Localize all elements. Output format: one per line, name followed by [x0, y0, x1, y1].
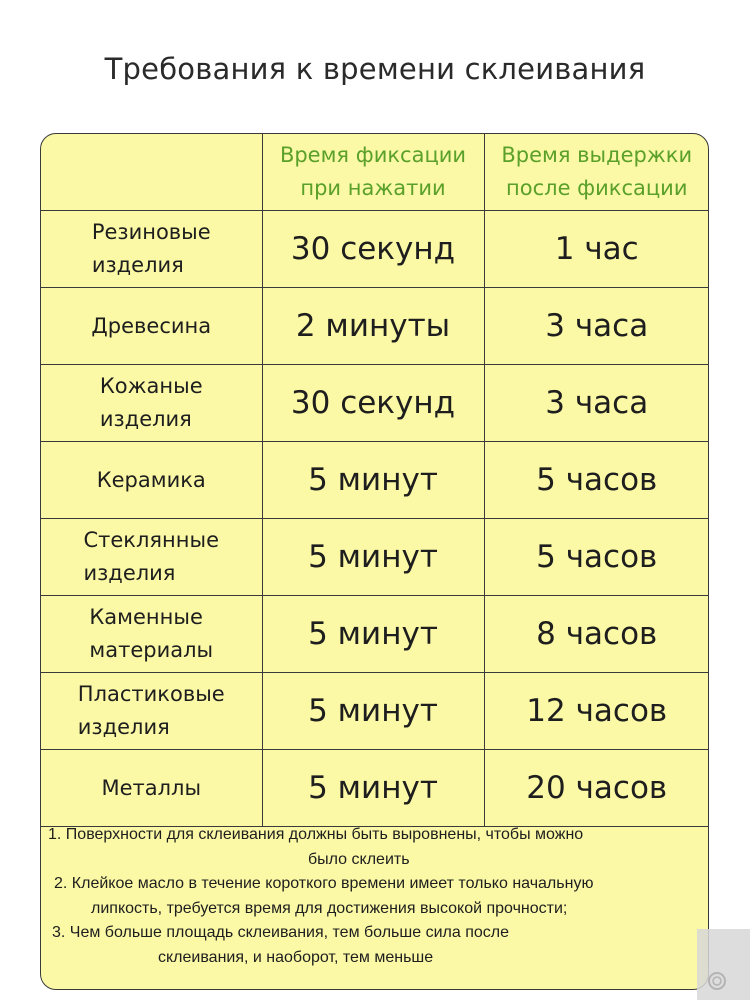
header-hold-time: Время выдержки после фиксации [484, 134, 709, 211]
material-cell [41, 596, 262, 673]
glue-time-table-card [40, 133, 709, 990]
header-empty-cell [41, 134, 262, 211]
material-cell [41, 365, 262, 442]
note-line: было склеить [308, 850, 410, 868]
table-row [41, 442, 709, 519]
notes-block [41, 823, 709, 970]
table-header-row [41, 134, 709, 211]
glue-time-table [41, 134, 709, 827]
hold-time-cell: 8 часов [484, 596, 709, 673]
material-label: изделия [91, 253, 184, 277]
material-label: Стеклянные [83, 528, 219, 552]
fix-time-cell: 5 минут [262, 442, 484, 519]
fix-time-cell: 2 минуты [262, 288, 484, 365]
header-fix-time: Время фиксации при нажатии [262, 134, 484, 211]
material-label: материалы [89, 638, 214, 662]
hold-time-cell: 5 часов [484, 442, 709, 519]
material-label: Древесина [91, 313, 212, 338]
hold-time-cell: 5 часов [484, 519, 709, 596]
hold-time-cell: 12 часов [484, 673, 709, 750]
hold-time-cell: 3 часа [484, 365, 709, 442]
fix-time-cell: 5 минут [262, 750, 484, 827]
material-label: Керамика [96, 467, 206, 492]
table-row [41, 673, 709, 750]
hold-time-cell: 20 часов [484, 750, 709, 827]
note-line: 1. Поверхности для склеивания должны быть выровнены, чтобы можно [48, 826, 584, 843]
table-row [41, 519, 709, 596]
material-cell [41, 673, 262, 750]
fix-time-cell: 5 минут [262, 673, 484, 750]
material-cell [41, 442, 262, 519]
material-label: Металлы [101, 775, 202, 800]
note-line: липкость, требуется время для достижения высокой прочности; [91, 899, 568, 917]
table-row [41, 596, 709, 673]
table-row [41, 288, 709, 365]
note-line: 2. Клейкое масло в течение короткого времени имеет только начальную [54, 875, 594, 892]
table-row [41, 750, 709, 827]
material-label: Резиновые [91, 220, 211, 244]
hold-time-cell: 1 час [484, 211, 709, 288]
material-label: изделия [77, 715, 170, 739]
fix-time-cell: 30 секунд [262, 365, 484, 442]
material-label: Кожаные [99, 374, 203, 398]
fix-time-cell: 30 секунд [262, 211, 484, 288]
material-cell [41, 211, 262, 288]
material-cell [41, 519, 262, 596]
note-line: склеивания, и наоборот, тем меньше [158, 948, 434, 966]
hold-time-cell: 3 часа [484, 288, 709, 365]
material-label: изделия [99, 407, 192, 431]
note-line: 3. Чем больше площадь склеивания, тем больше сила после [52, 924, 509, 941]
material-cell [41, 750, 262, 827]
table-row [41, 211, 709, 288]
page-title: Требования к времени склеивания [104, 52, 646, 86]
material-cell [41, 288, 262, 365]
corner-logo-icon [697, 929, 750, 1000]
fix-time-cell: 5 минут [262, 596, 484, 673]
material-label: Пластиковые [77, 682, 225, 706]
table-row [41, 365, 709, 442]
material-label: изделия [83, 561, 176, 585]
fix-time-cell: 5 минут [262, 519, 484, 596]
material-label: Каменные [89, 605, 203, 629]
